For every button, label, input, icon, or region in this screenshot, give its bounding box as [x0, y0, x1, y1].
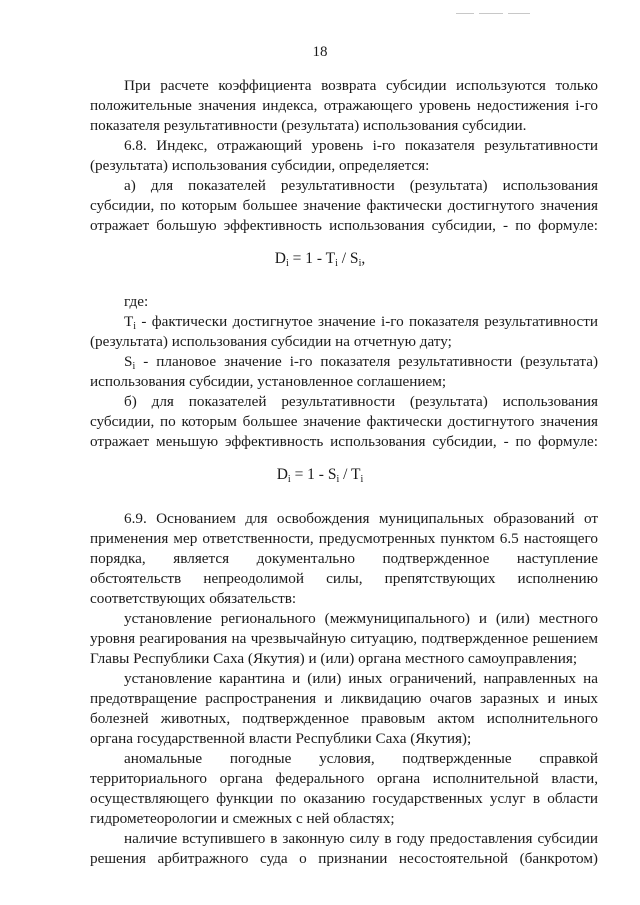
- text-line-content: При расчете коэффициента возврата субсидии используются только: [124, 77, 598, 94]
- formula: [0, 250, 640, 268]
- text-line: [90, 332, 598, 352]
- text-line-content: установление регионального (межмуниципального) и (или) местного: [124, 610, 598, 627]
- text-line: [90, 372, 598, 392]
- text-line: [90, 629, 598, 649]
- formula-subscript: i: [336, 474, 340, 485]
- text-line-content: отражает меньшую эффективность использования субсидии, - по формуле:: [90, 433, 598, 450]
- text-line-content: использования субсидии, установленное соглашением;: [90, 373, 447, 390]
- text-line: [124, 76, 598, 96]
- text-line: [124, 312, 598, 332]
- text-line: [90, 196, 598, 216]
- text-line-content: Главы Республики Саха (Якутия) и (или) органа местного самоуправления;: [90, 650, 578, 667]
- text-line-content: территориального органа федерального органа исполнительной власти,: [90, 770, 598, 787]
- formula-term: D: [274, 250, 286, 267]
- text-line-content: где:: [124, 293, 149, 310]
- text-line: [124, 669, 598, 689]
- text-line: [90, 529, 598, 549]
- formula-term: D: [276, 466, 288, 483]
- text-line: [90, 789, 598, 809]
- text-line-content: установление карантина и (или) иных ограничений, направленных на: [124, 670, 598, 687]
- scan-header-mark: [456, 10, 532, 16]
- text-line: [124, 609, 598, 629]
- text-line: [90, 412, 598, 432]
- text-line-content: применения мер ответственности, предусмотренных пунктом 6.5 настоящего: [90, 530, 598, 547]
- text-line-content: (результата) использования субсидии, определяется:: [90, 157, 430, 174]
- text-line-content: 6.9. Основанием для освобождения муниципальных образований от: [124, 510, 598, 527]
- text-line-content: - фактически достигнутое значение i-го показателя результативности: [141, 313, 599, 330]
- text-line-content: наличие вступившего в законную силу в году предоставления субсидии: [124, 830, 598, 847]
- formula-term: = 1 - T: [288, 250, 336, 267]
- text-line: [90, 569, 598, 589]
- formula-term: = 1 - S: [290, 466, 337, 483]
- text-line-content: отражает большую эффективность использования субсидии, - по формуле:: [90, 217, 598, 234]
- formula-subscript: i: [358, 258, 362, 269]
- text-line-content: обстоятельств непреодолимой силы, препятствующих исполнению: [90, 570, 598, 587]
- variable-subscript: i: [132, 361, 136, 372]
- variable-symbol: T: [124, 313, 134, 330]
- text-line-content: предотвращение распространения и ликвидацию очагов заразных и иных: [90, 690, 598, 707]
- text-line: [90, 709, 598, 729]
- text-line-content: аномальные погодные условия, подтвержденные справкой: [124, 750, 598, 767]
- text-line: [90, 216, 598, 236]
- text-line-content: гидрометеорологии и смежных с ней областях;: [90, 810, 395, 827]
- text-line-content: показателя результативности (результата) использования субсидии.: [90, 117, 527, 134]
- text-line-content: - плановое значение i-го показателя результативности (результата): [143, 353, 599, 370]
- variable-subscript: i: [133, 321, 137, 332]
- text-line-content: органа государственной власти Республики Саха (Якутия);: [90, 730, 472, 747]
- text-line: [90, 156, 598, 176]
- text-line-content: решения арбитражного суда о признании несостоятельной (банкротом): [90, 850, 598, 867]
- formula-term: ,: [361, 250, 366, 267]
- formula-subscript: i: [335, 258, 338, 269]
- text-line-content: б) для показателей результативности (результата) использования: [124, 393, 598, 410]
- text-line-content: а) для показателей результативности (результата) использования: [124, 177, 598, 194]
- text-line: [90, 769, 598, 789]
- text-line: [124, 292, 598, 312]
- text-line-content: соответствующих обязательств:: [90, 590, 297, 607]
- text-line: [90, 809, 598, 829]
- text-line: [90, 589, 598, 609]
- text-line: [90, 432, 598, 452]
- text-line-content: уровня реагирования на чрезвычайную ситуацию, подтвержденное решением: [90, 630, 598, 647]
- text-line-content: субсидии, по которым большее значение фактически достигнутого значения: [90, 197, 598, 214]
- text-line-content: (результата) использования субсидии на отчетную дату;: [90, 333, 452, 350]
- text-line-content: осуществляющего функции по оказанию государственных услуг в области: [90, 790, 598, 807]
- text-line: [124, 392, 598, 412]
- text-line: [90, 849, 598, 869]
- variable-symbol: S: [124, 353, 133, 370]
- text-line: [90, 549, 598, 569]
- text-line-content: порядка, является документально подтвержденное наступление: [90, 550, 598, 567]
- text-line-content: субсидии, по которым большее значение фактически достигнутого значения: [90, 413, 598, 430]
- formula: [0, 466, 640, 484]
- formula-term: / T: [339, 466, 361, 483]
- text-line: [90, 729, 598, 749]
- text-line: [90, 649, 598, 669]
- text-line: [124, 509, 598, 529]
- formula-term: / S: [337, 250, 359, 267]
- text-line: [124, 749, 598, 769]
- text-line: [124, 829, 598, 849]
- text-line: [90, 96, 598, 116]
- formula-subscript: i: [287, 474, 291, 485]
- text-line-content: 6.8. Индекс, отражающий уровень i-го показателя результативности: [124, 137, 598, 154]
- text-line: [124, 136, 598, 156]
- formula-subscript: i: [285, 258, 289, 269]
- text-line: [90, 116, 598, 136]
- text-line-content: положительные значения индекса, отражающего уровень недостижения i-го: [90, 97, 598, 114]
- formula-subscript: i: [360, 474, 364, 485]
- page-number: 18: [312, 44, 328, 60]
- text-line: [124, 352, 598, 372]
- text-line: [124, 176, 598, 196]
- text-line-content: болезней животных, подтвержденное правовым актом исполнительного: [90, 710, 598, 727]
- text-line: [90, 689, 598, 709]
